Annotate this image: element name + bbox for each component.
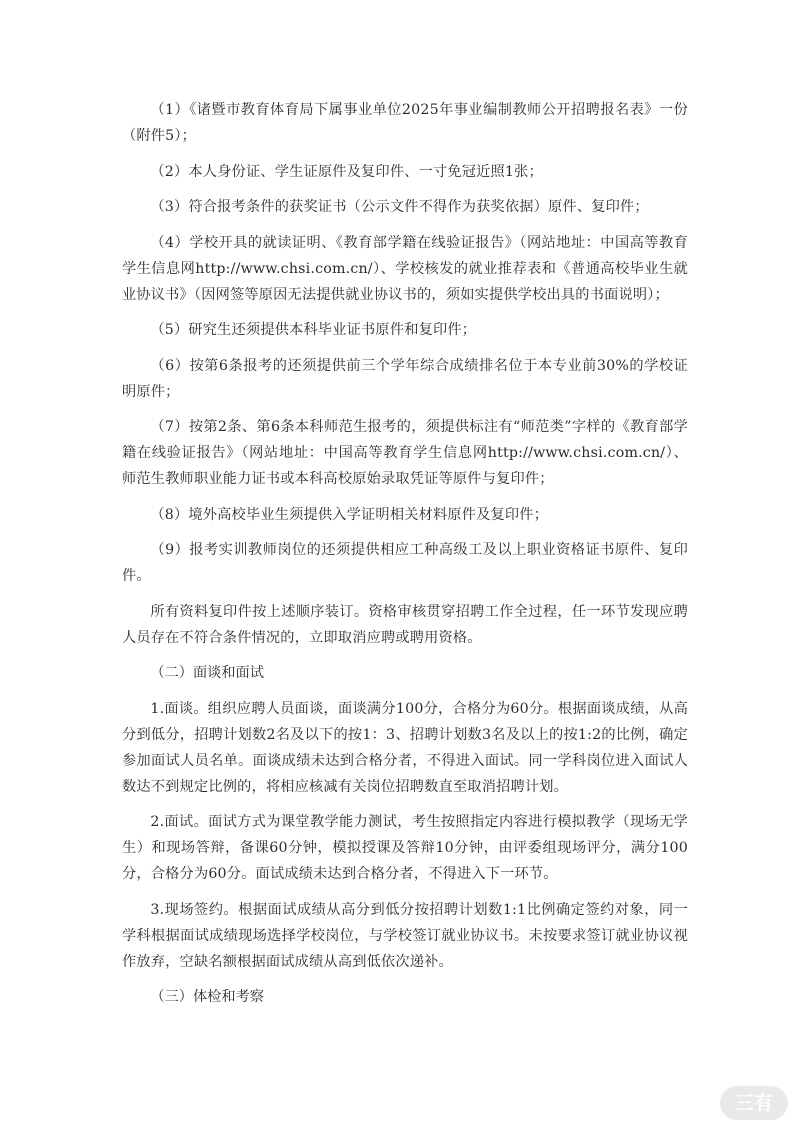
item-3-award-certificates: （3）符合报考条件的获奖证书（公示文件不得作为获奖依据）原件、复印件； [150, 199, 649, 215]
item-4-school-proof: （4）学校开具的就读证明、《教育部学籍在线验证报告》（网站地址：中国高等教育学生信息网http://www.chsi.com.cn/）、学校核发的就业推荐表和《普通高校毕业生就业协议书》（因网签等原因无法提供就业协议书的，须如实提供学校出具的书面说明）； [122, 234, 688, 303]
document-page [122, 97, 688, 1020]
section-heading-interview: （二）面谈和面试 [150, 665, 264, 681]
item-5-graduate-diploma: （5）研究生还须提供本科毕业证书原件和复印件； [150, 322, 477, 338]
binding-note-paragraph: 所有资料复印件按上述顺序装订。资格审核贯穿招聘工作全过程，任一环节发现应聘人员存在不符合条件情况的，立即取消应聘或聘用资格。 [122, 603, 688, 646]
interview-step-1-paragraph: 1.面谈。组织应聘人员面谈，面谈满分100分，合格分为60分。根据面谈成绩，从高分到低分，招聘计划数2名及以下的按1：3、招聘计划数3名及以上的按1:2的比例，确定参加面试人员名单。面谈成绩未达到合格分者，不得进入面试。同一学科岗位进入面试人数达不到规定比例的，将相应核减有关岗位招聘数直至取消招聘计划。 [122, 700, 688, 795]
item-1-required-form: （1）《诸暨市教育体育局下属事业单位2025年事业编制教师公开招聘报名表》一份（附件5）； [122, 102, 688, 144]
item-2-id-card-photo: （2）本人身份证、学生证原件及复印件、一寸免冠近照1张； [150, 163, 543, 180]
interview-step-3-paragraph: 3.现场签约。根据面试成绩从高分到低分按招聘计划数1:1比例确定签约对象，同一学科根据面试成绩现场选择学校岗位，与学校签订就业协议书。未按要求签订就业协议视作放弃，空缺名额根据面试成绩从高到低依次递补。 [122, 901, 688, 970]
item-9-training-teacher: （9）报考实训教师岗位的还须提供相应工种高级工及以上职业资格证书原件、复印件。 [122, 542, 688, 584]
watermark-badge: 三有 [720, 1086, 788, 1120]
item-6-ranking-proof: （6）按第6条报考的还须提供前三个学年综合成绩排名位于本专业前30%的学校证明原件； [122, 357, 688, 400]
interview-step-2-paragraph: 2.面试。面试方式为课堂教学能力测试，考生按照指定内容进行模拟教学（现场无学生）和现场答辩，备课60分钟，模拟授课及答辩10分钟，由评委组现场评分，满分100分，合格分为60分。面试成绩未达到合格分者，不得进入下一环节。 [122, 814, 688, 882]
item-8-overseas-graduates: （8）境外高校毕业生须提供入学证明相关材料原件及复印件； [150, 506, 549, 523]
section-heading-physical-exam: （三）体检和考察 [150, 989, 264, 1005]
item-7-normal-student-report: （7）按第2条、第6条本科师范生报考的，须提供标注有“师范类”字样的《教育部学籍在线验证报告》（网站地址：中国高等教育学生信息网http://www.chsi.com.cn/）、师范生教师职业能力证书或本科高校原始录取凭证等原件与复印件； [122, 419, 688, 487]
